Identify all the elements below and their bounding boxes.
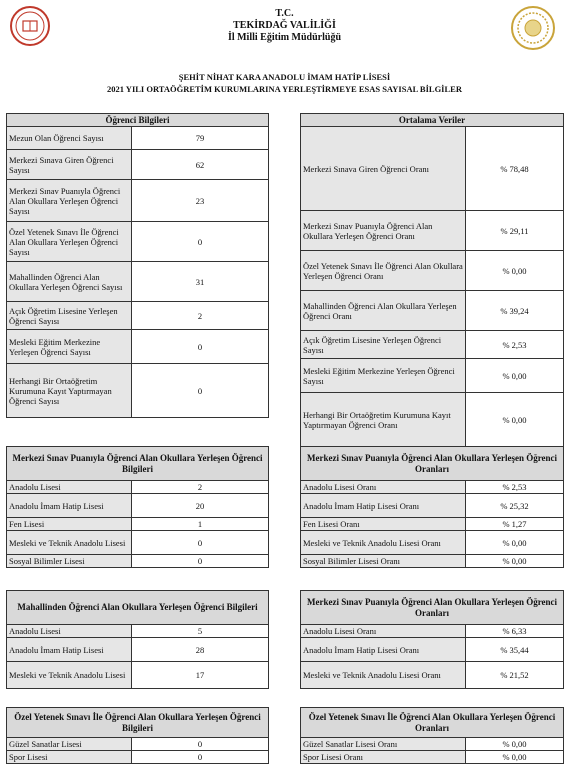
row-label: Sosyal Bilimler Lisesi bbox=[7, 555, 132, 568]
row-value: 5 bbox=[132, 625, 269, 638]
table-row bbox=[7, 751, 269, 764]
table-row bbox=[301, 751, 564, 764]
row-value: % 35,44 bbox=[466, 638, 564, 662]
row-label: Mahallinden Öğrenci Alan Okullara Yerleşen Öğrenci Oranı bbox=[301, 291, 466, 331]
ozel-yetenek-oranlari-table bbox=[300, 707, 564, 764]
row-value: % 21,52 bbox=[466, 662, 564, 689]
row-value: % 1,27 bbox=[466, 518, 564, 531]
row-value: 0 bbox=[132, 364, 269, 418]
table-title: Merkezi Sınav Puanıyla Öğrenci Alan Okullara Yerleşen Öğrenci Oranları bbox=[301, 591, 564, 625]
table-row bbox=[7, 625, 269, 638]
row-label: Herhangi Bir Ortaöğretim Kurumuna Kayıt Yaptırmayan Öğrenci Oranı bbox=[301, 393, 466, 447]
row-label: Anadolu İmam Hatip Lisesi Oranı bbox=[301, 494, 466, 518]
table-row bbox=[301, 555, 564, 568]
merkezi-sinav-bilgileri-table bbox=[6, 446, 269, 568]
mahallinden-bilgileri-table bbox=[6, 590, 269, 689]
table-row bbox=[7, 531, 269, 555]
row-label: Açık Öğretim Lisesine Yerleşen Öğrenci Sayısı bbox=[301, 331, 466, 359]
table-row bbox=[7, 638, 269, 662]
table-row bbox=[7, 662, 269, 689]
table-title: Merkezi Sınav Puanıyla Öğrenci Alan Okullara Yerleşen Öğrenci Bilgileri bbox=[7, 447, 269, 481]
row-value: 2 bbox=[132, 302, 269, 330]
table-row bbox=[7, 262, 269, 302]
ogrenci-bilgileri-table bbox=[6, 113, 269, 418]
row-value: % 0,00 bbox=[466, 555, 564, 568]
row-label: Merkezi Sınava Giren Öğrenci Oranı bbox=[301, 127, 466, 211]
row-value: 0 bbox=[132, 555, 269, 568]
table-row bbox=[301, 738, 564, 751]
table-title: Mahallinden Öğrenci Alan Okullara Yerleşen Öğrenci Bilgileri bbox=[7, 591, 269, 625]
table-row bbox=[301, 211, 564, 251]
row-label: Anadolu İmam Hatip Lisesi Oranı bbox=[301, 638, 466, 662]
row-value: 62 bbox=[132, 150, 269, 180]
table-row bbox=[301, 531, 564, 555]
row-value: % 78,48 bbox=[466, 127, 564, 211]
row-label: Anadolu İmam Hatip Lisesi bbox=[7, 638, 132, 662]
ortalama-veriler-table bbox=[300, 113, 564, 447]
row-label: Mahallinden Öğrenci Alan Okullara Yerleşen Öğrenci Sayısı bbox=[7, 262, 132, 302]
row-label: Mesleki Eğitim Merkezine Yerleşen Öğrenci Sayısı bbox=[301, 359, 466, 393]
table-row bbox=[7, 555, 269, 568]
row-value: 0 bbox=[132, 751, 269, 764]
row-value: 79 bbox=[132, 127, 269, 150]
merkezi-sinav-oranlari-table bbox=[300, 446, 564, 568]
table-row bbox=[7, 518, 269, 531]
row-value: % 6,33 bbox=[466, 625, 564, 638]
row-label: Fen Lisesi bbox=[7, 518, 132, 531]
row-value: 1 bbox=[132, 518, 269, 531]
row-label: Mesleki ve Teknik Anadolu Lisesi Oranı bbox=[301, 662, 466, 689]
table-row bbox=[301, 331, 564, 359]
row-label: Güzel Sanatlar Lisesi bbox=[7, 738, 132, 751]
table-title: Merkezi Sınav Puanıyla Öğrenci Alan Okullara Yerleşen Öğrenci Oranları bbox=[301, 447, 564, 481]
table-row bbox=[7, 302, 269, 330]
row-label: Güzel Sanatlar Lisesi Oranı bbox=[301, 738, 466, 751]
row-value: 0 bbox=[132, 531, 269, 555]
row-value: % 29,11 bbox=[466, 211, 564, 251]
row-value: % 0,00 bbox=[466, 531, 564, 555]
table-title: Öğrenci Bilgileri bbox=[7, 114, 269, 127]
table-row bbox=[7, 481, 269, 494]
table-row bbox=[301, 291, 564, 331]
header-valilik: TEKİRDAĞ VALİLİĞİ bbox=[233, 20, 336, 31]
row-value: 20 bbox=[132, 494, 269, 518]
table-row bbox=[7, 180, 269, 222]
row-label: Mezun Olan Öğrenci Sayısı bbox=[7, 127, 132, 150]
school-name: ŞEHİT NİHAT KARA ANADOLU İMAM HATİP LİSESİ bbox=[178, 72, 391, 82]
row-label: Anadolu Lisesi Oranı bbox=[301, 625, 466, 638]
table-row bbox=[301, 481, 564, 494]
table-row bbox=[7, 127, 269, 150]
row-value: 28 bbox=[132, 638, 269, 662]
table-title: Ortalama Veriler bbox=[301, 114, 564, 127]
table-row bbox=[301, 638, 564, 662]
row-label: Spor Lisesi bbox=[7, 751, 132, 764]
table-row bbox=[301, 494, 564, 518]
table-row bbox=[7, 222, 269, 262]
row-label: Spor Lisesi Oranı bbox=[301, 751, 466, 764]
table-row bbox=[301, 251, 564, 291]
table-row bbox=[7, 364, 269, 418]
row-label: Özel Yetenek Sınavı İle Öğrenci Alan Okullara Yerleşen Öğrenci Oranı bbox=[301, 251, 466, 291]
row-label: Merkezi Sınav Puanıyla Öğrenci Alan Okullara Yerleşen Öğrenci Sayısı bbox=[7, 180, 132, 222]
row-label: Anadolu Lisesi Oranı bbox=[301, 481, 466, 494]
table-row bbox=[301, 518, 564, 531]
table-row bbox=[301, 662, 564, 689]
row-value: % 25,32 bbox=[466, 494, 564, 518]
row-label: Anadolu Lisesi bbox=[7, 625, 132, 638]
row-value: 0 bbox=[132, 222, 269, 262]
table-title: Özel Yetenek Sınavı İle Öğrenci Alan Okullara Yerleşen Öğrenci Oranları bbox=[301, 708, 564, 738]
row-value: % 2,53 bbox=[466, 481, 564, 494]
table-row bbox=[301, 625, 564, 638]
row-label: Mesleki ve Teknik Anadolu Lisesi bbox=[7, 531, 132, 555]
table-row bbox=[7, 150, 269, 180]
row-value: % 0,00 bbox=[466, 393, 564, 447]
row-label: Mesleki Eğitim Merkezine Yerleşen Öğrenci Sayısı bbox=[7, 330, 132, 364]
row-value: % 0,00 bbox=[466, 251, 564, 291]
row-label: Anadolu İmam Hatip Lisesi bbox=[7, 494, 132, 518]
row-label: Sosyal Bilimler Lisesi Oranı bbox=[301, 555, 466, 568]
document-subtitle: 2021 YILI ORTAÖĞRETİM KURUMLARINA YERLEŞTİRMEYE ESAS SAYISAL BİLGİLER bbox=[107, 84, 462, 94]
row-label: Açık Öğretim Lisesine Yerleşen Öğrenci Sayısı bbox=[7, 302, 132, 330]
table-row bbox=[301, 359, 564, 393]
row-value: % 39,24 bbox=[466, 291, 564, 331]
row-value: 0 bbox=[132, 738, 269, 751]
header-mudurluk: İl Milli Eğitim Müdürlüğü bbox=[227, 32, 342, 43]
row-label: Merkezi Sınava Giren Öğrenci Sayısı bbox=[7, 150, 132, 180]
row-value: 23 bbox=[132, 180, 269, 222]
row-label: Fen Lisesi Oranı bbox=[301, 518, 466, 531]
ozel-yetenek-bilgileri-table bbox=[6, 707, 269, 764]
table-row bbox=[301, 393, 564, 447]
row-value: % 0,00 bbox=[466, 738, 564, 751]
row-value: 17 bbox=[132, 662, 269, 689]
row-label: Herhangi Bir Ortaöğretim Kurumuna Kayıt Yaptırmayan Öğrenci Sayısı bbox=[7, 364, 132, 418]
row-value: 0 bbox=[132, 330, 269, 364]
table-row bbox=[7, 738, 269, 751]
row-value: % 0,00 bbox=[466, 751, 564, 764]
mahallinden-oranlari-table bbox=[300, 590, 564, 689]
row-label: Özel Yetenek Sınavı İle Öğrenci Alan Okullara Yerleşen Öğrenci Sayısı bbox=[7, 222, 132, 262]
table-row bbox=[7, 330, 269, 364]
row-label: Mesleki ve Teknik Anadolu Lisesi bbox=[7, 662, 132, 689]
row-value: % 2,53 bbox=[466, 331, 564, 359]
row-label: Mesleki ve Teknik Anadolu Lisesi Oranı bbox=[301, 531, 466, 555]
table-row bbox=[301, 127, 564, 211]
row-value: 2 bbox=[132, 481, 269, 494]
row-value: 31 bbox=[132, 262, 269, 302]
row-value: % 0,00 bbox=[466, 359, 564, 393]
row-label: Merkezi Sınav Puanıyla Öğrenci Alan Okullara Yerleşen Öğrenci Oranı bbox=[301, 211, 466, 251]
table-title: Özel Yetenek Sınavı İle Öğrenci Alan Okullara Yerleşen Öğrenci Bilgileri bbox=[7, 708, 269, 738]
header-tc: T.C. bbox=[275, 8, 294, 19]
row-label: Anadolu Lisesi bbox=[7, 481, 132, 494]
table-row bbox=[7, 494, 269, 518]
